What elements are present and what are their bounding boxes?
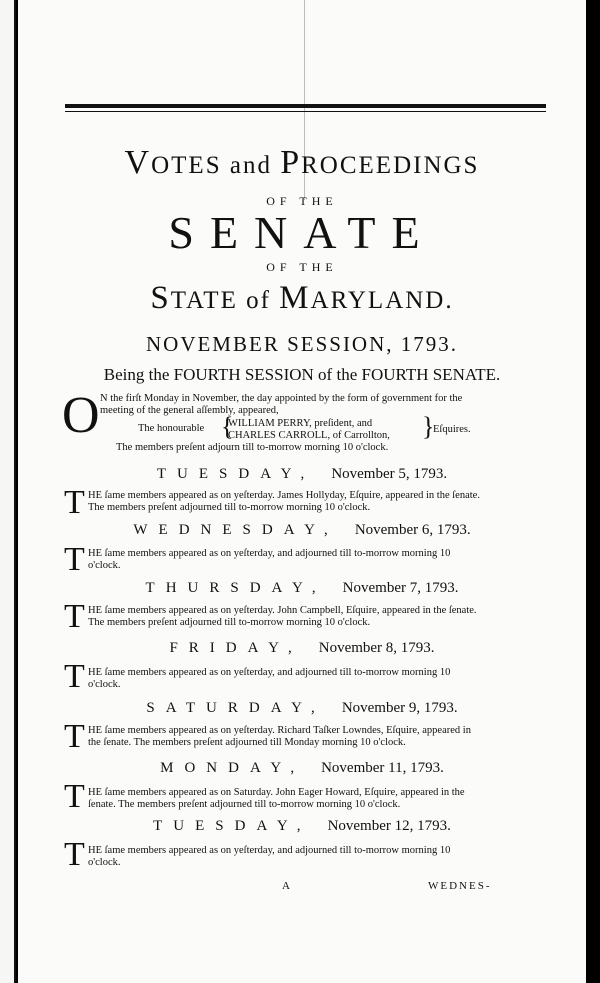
intro-line-4: The members preſent adjourn till to-morrow morning 10 o'clock. bbox=[116, 442, 389, 453]
intro-honourable: The honourable bbox=[138, 423, 205, 434]
entry-drop-cap: T bbox=[64, 658, 85, 695]
of-the-line-2: OF THE bbox=[266, 260, 338, 274]
day-heading: TUESDAY, November 12, 1793. bbox=[153, 818, 451, 834]
day-heading: WEDNESDAY, November 6, 1793. bbox=[133, 522, 471, 538]
entry-drop-cap: T bbox=[64, 598, 85, 635]
entry-line-2: ſenate. The members preſent adjourned till to-morrow morning 10 o'clock. bbox=[88, 799, 401, 810]
entry-line-1: HE ſame members appeared as on yeſterday, and adjourned till to-morrow morning 10 bbox=[88, 845, 451, 856]
intro-esquires: Eſquires. bbox=[433, 424, 471, 435]
right-brace: } bbox=[422, 412, 435, 441]
day-heading: SATURDAY, November 9, 1793. bbox=[146, 700, 458, 716]
entry-line-2: o'clock. bbox=[88, 560, 121, 571]
entry-line-2: o'clock. bbox=[88, 857, 121, 868]
day-heading: TUESDAY, November 5, 1793. bbox=[156, 466, 448, 482]
entry-line-2: The members preſent adjourned till to-morrow morning 10 o'clock. bbox=[88, 617, 371, 628]
day-heading: FRIDAY, November 8, 1793. bbox=[169, 640, 435, 656]
signature-mark: A bbox=[282, 880, 290, 892]
entry-drop-cap: T bbox=[64, 484, 85, 521]
entry-line-1: HE ſame members appeared as on yeſterday, and adjourned till to-morrow morning 10 bbox=[88, 548, 451, 559]
day-heading: MONDAY, November 11, 1793. bbox=[160, 760, 444, 776]
intro-names bbox=[228, 418, 390, 442]
intro-line-1: N the firſt Monday in November, the day appointed by the form of government for the bbox=[100, 393, 463, 404]
entry-line-1: HE ſame members appeared as on yeſterday, and adjourned till to-morrow morning 10 bbox=[88, 667, 451, 678]
catchword: WEDNES- bbox=[428, 880, 492, 892]
intro-drop-cap: O bbox=[62, 387, 100, 444]
entry-line-2: o'clock. bbox=[88, 679, 121, 690]
intro-name-1: WILLIAM PERRY, preſident, and bbox=[228, 418, 373, 429]
entry-drop-cap: T bbox=[64, 778, 85, 815]
entry-line-1: HE ſame members appeared as on Saturday. John Eager Howard, Eſquire, appeared in the bbox=[88, 787, 465, 798]
document-page bbox=[18, 0, 586, 983]
entry-drop-cap: T bbox=[64, 836, 85, 873]
intro-line-2: meeting of the general aſſembly, appeared, bbox=[100, 405, 279, 416]
document-title: VOTES and PROCEEDINGS bbox=[124, 144, 480, 181]
entry-line-2: the ſenate. The members preſent adjourned till Monday morning 10 o'clock. bbox=[88, 737, 406, 748]
session-subheading: Being the FOURTH SESSION of the FOURTH SENATE. bbox=[103, 365, 501, 384]
entry-line-1: HE ſame members appeared as on yeſterday. James Hollyday, Eſquire, appeared in the ſenate. bbox=[88, 490, 480, 501]
state-heading: STATE of MARYLAND. bbox=[150, 280, 454, 316]
entry-drop-cap: T bbox=[64, 541, 85, 578]
header-rule-thick bbox=[65, 104, 546, 108]
header-rule-thin bbox=[65, 111, 546, 112]
left-brace: { bbox=[221, 412, 234, 441]
senate-heading: SENATE bbox=[168, 207, 436, 258]
session-heading: NOVEMBER SESSION, 1793. bbox=[145, 332, 459, 356]
of-the-line-1: OF THE bbox=[266, 194, 338, 208]
entry-line-1: HE ſame members appeared as on yeſterday. John Campbell, Eſquire, appeared in the ſenate. bbox=[88, 605, 477, 616]
day-heading: THURSDAY, November 7, 1793. bbox=[145, 580, 459, 596]
entry-line-1: HE ſame members appeared as on yeſterday. Richard Taſker Lowndes, Eſquire, appeared in bbox=[88, 725, 471, 736]
entry-drop-cap: T bbox=[64, 718, 85, 755]
intro-name-2: CHARLES CARROLL, of Carrollton, bbox=[228, 430, 390, 441]
scan-edge bbox=[0, 0, 16, 983]
entry-line-2: The members preſent adjourned till to-morrow morning 10 o'clock. bbox=[88, 502, 371, 513]
